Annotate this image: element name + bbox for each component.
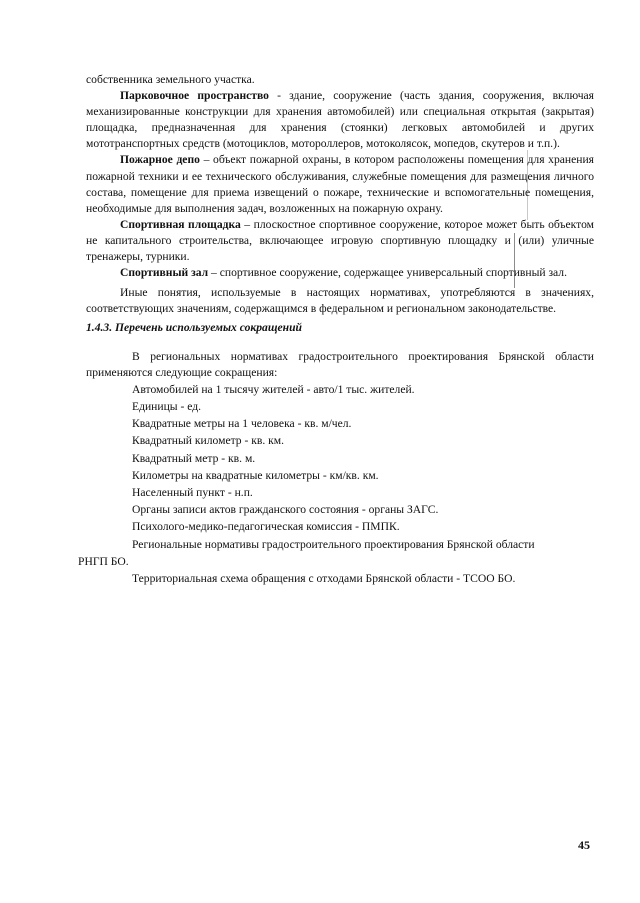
list-item: Квадратный километр - кв. км.: [132, 434, 285, 448]
definition-text: – объект пожарной охраны, в котором расположены помещения для хранения пожарной техники и ее технического обслуживания, служебные помещения для размещения личного состава, помещение для приема извещений о пожаре, технические и вспомогательные помещения, необходимые для выполнения задач, возложенных на пожарную охрану.: [86, 153, 595, 215]
definition-text: - здание, сооружение (часть здания, сооружения, включая механизированные конструкции для хранения автомобилей) или специальная открытая (закрытая) площадка, предназначенная для хранения (стоянки) легковых автомобилей и других мототранспортных средств (мотоциклов, мотороллеров, мотоколясок, мопедов, скутеров и т.п.).: [86, 89, 594, 151]
section-heading: 1.4.3. Перечень используемых сокращений: [86, 321, 302, 335]
list-item: Населенный пункт - н.п.: [132, 485, 253, 499]
list-item: [78, 536, 594, 570]
definition-parking: [86, 88, 594, 152]
list-item: Квадратные метры на 1 человека - кв. м/чел.: [132, 417, 352, 431]
definition-text: – спортивное сооружение, содержащее универсальный спортивный зал.: [208, 266, 567, 280]
intro-fragment: собственника земельного участка.: [86, 73, 255, 86]
definition-term: Спортивная площадка: [120, 217, 241, 231]
list-item: Психолого-медико-педагогическая комиссия - ПМПК.: [132, 520, 400, 534]
abbreviations-intro: В региональных нормативах градостроительного проектирования Брянской области применяются следующие сокращения:: [86, 349, 594, 379]
list-item-continuation: РНГП БО.: [78, 554, 129, 568]
list-item: Органы записи актов гражданского состояния - органы ЗАГС.: [132, 503, 439, 517]
abbreviations-list: [78, 381, 594, 587]
definition-sports-hall: [86, 265, 594, 281]
document-body: [78, 72, 595, 587]
list-item: Километры на квадратные километры - км/кв. км.: [132, 468, 379, 482]
list-item: Квадратный метр - кв. м.: [132, 451, 256, 465]
list-item: Автомобилей на 1 тысячу жителей - авто/1 тыс. жителей.: [132, 382, 415, 396]
closing-paragraph: Иные понятия, используемые в настоящих нормативах, употребляются в значениях, соответствующих значениям, содержащимся в федеральном и региональном законодательстве.: [86, 286, 594, 316]
list-item: Единицы - ед.: [132, 399, 202, 413]
definition-fire-depot: [86, 152, 594, 216]
page-number: 45: [578, 838, 590, 852]
definition-text: – плоскостное спортивное сооружение, которое может быть объектом не капитального строительства, включающее игровую спортивную площадку и (или) уличные тренажеры, турники.: [86, 217, 594, 264]
definition-sports-ground: [86, 217, 594, 265]
list-item-text: Региональные нормативы градостроительного проектирования Брянской области: [132, 537, 535, 551]
definition-term: Парковочное пространство: [120, 89, 269, 103]
list-item: Территориальная схема обращения с отходами Брянской области - ТСОО БО.: [132, 571, 516, 585]
definition-term: Пожарное депо: [120, 153, 200, 167]
definition-term: Спортивный зал: [120, 266, 209, 280]
